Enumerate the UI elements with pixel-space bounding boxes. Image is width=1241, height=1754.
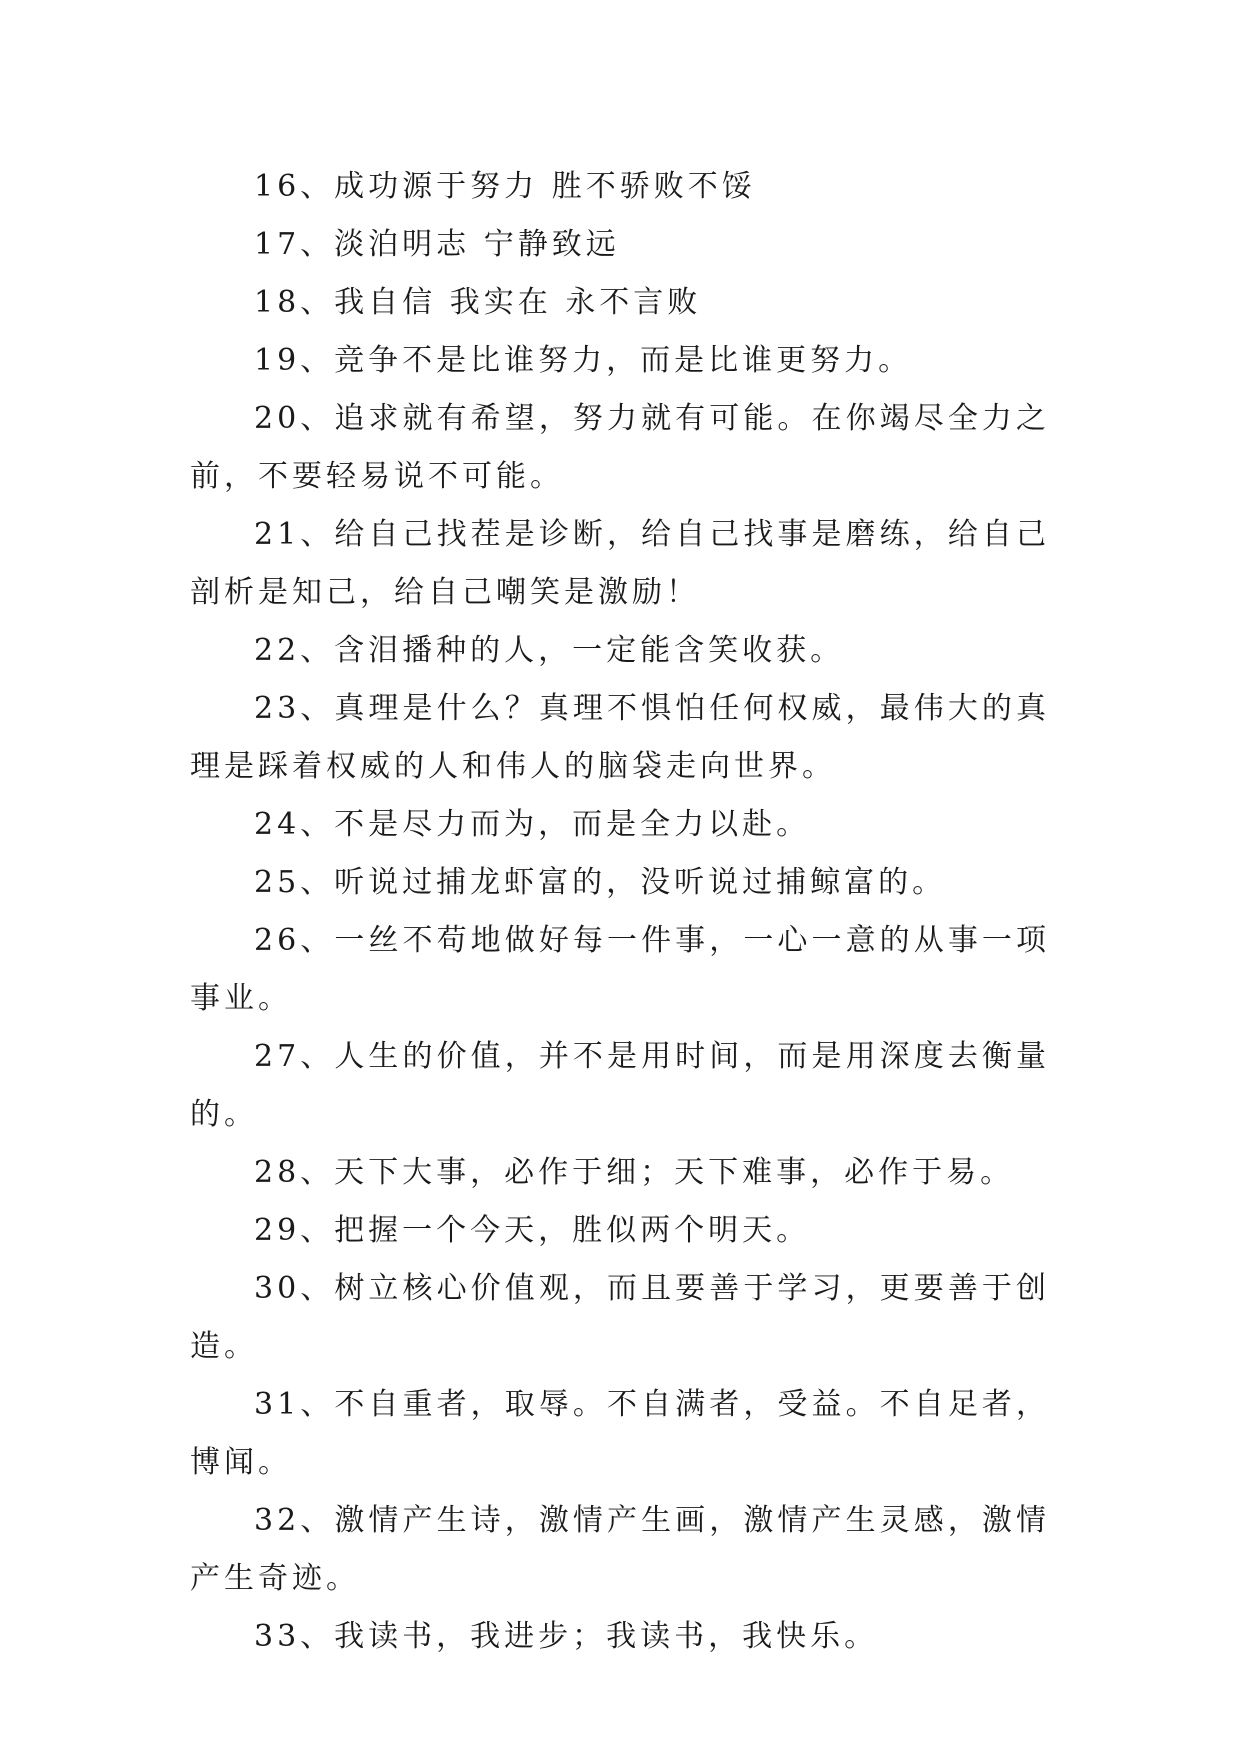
list-item: 23、真理是什么？真理不惧怕任何权威，最伟大的真理是踩着权威的人和伟人的脑袋走向世界。 xyxy=(190,691,1050,784)
list-item: 28、天下大事，必作于细；天下难事，必作于易。 xyxy=(254,1155,1015,1190)
list-item: 19、竞争不是比谁努力，而是比谁更努力。 xyxy=(254,343,913,378)
document-body xyxy=(190,158,1050,1666)
list-item: 16、成功源于努力 胜不骄败不馁 xyxy=(254,169,756,204)
list-item: 24、不是尽力而为，而是全力以赴。 xyxy=(254,807,811,842)
list-item: 30、树立核心价值观，而且要善于学习，更要善于创造。 xyxy=(190,1271,1050,1364)
list-item: 20、追求就有希望，努力就有可能。在你竭尽全力之前，不要轻易说不可能。 xyxy=(190,401,1050,494)
list-item: 33、我读书，我进步；我读书，我快乐。 xyxy=(254,1619,879,1654)
list-item: 29、把握一个今天，胜似两个明天。 xyxy=(254,1213,811,1248)
list-item: 32、激情产生诗，激情产生画，激情产生灵感，激情产生奇迹。 xyxy=(190,1503,1050,1596)
list-item: 17、淡泊明志 宁静致远 xyxy=(254,227,620,262)
list-item: 25、听说过捕龙虾富的，没听说过捕鲸富的。 xyxy=(254,865,947,900)
list-item: 18、我自信 我实在 永不言败 xyxy=(254,285,702,320)
list-item: 31、不自重者，取辱。不自满者，受益。不自足者，博闻。 xyxy=(190,1387,1050,1480)
list-item: 22、含泪播种的人，一定能含笑收获。 xyxy=(254,633,845,668)
list-item: 26、一丝不苟地做好每一件事，一心一意的从事一项事业。 xyxy=(190,923,1050,1016)
list-item: 27、人生的价值，并不是用时间，而是用深度去衡量的。 xyxy=(190,1039,1050,1132)
list-item: 21、给自己找茬是诊断，给自己找事是磨练，给自己剖析是知己，给自己嘲笑是激励！ xyxy=(190,517,1050,610)
